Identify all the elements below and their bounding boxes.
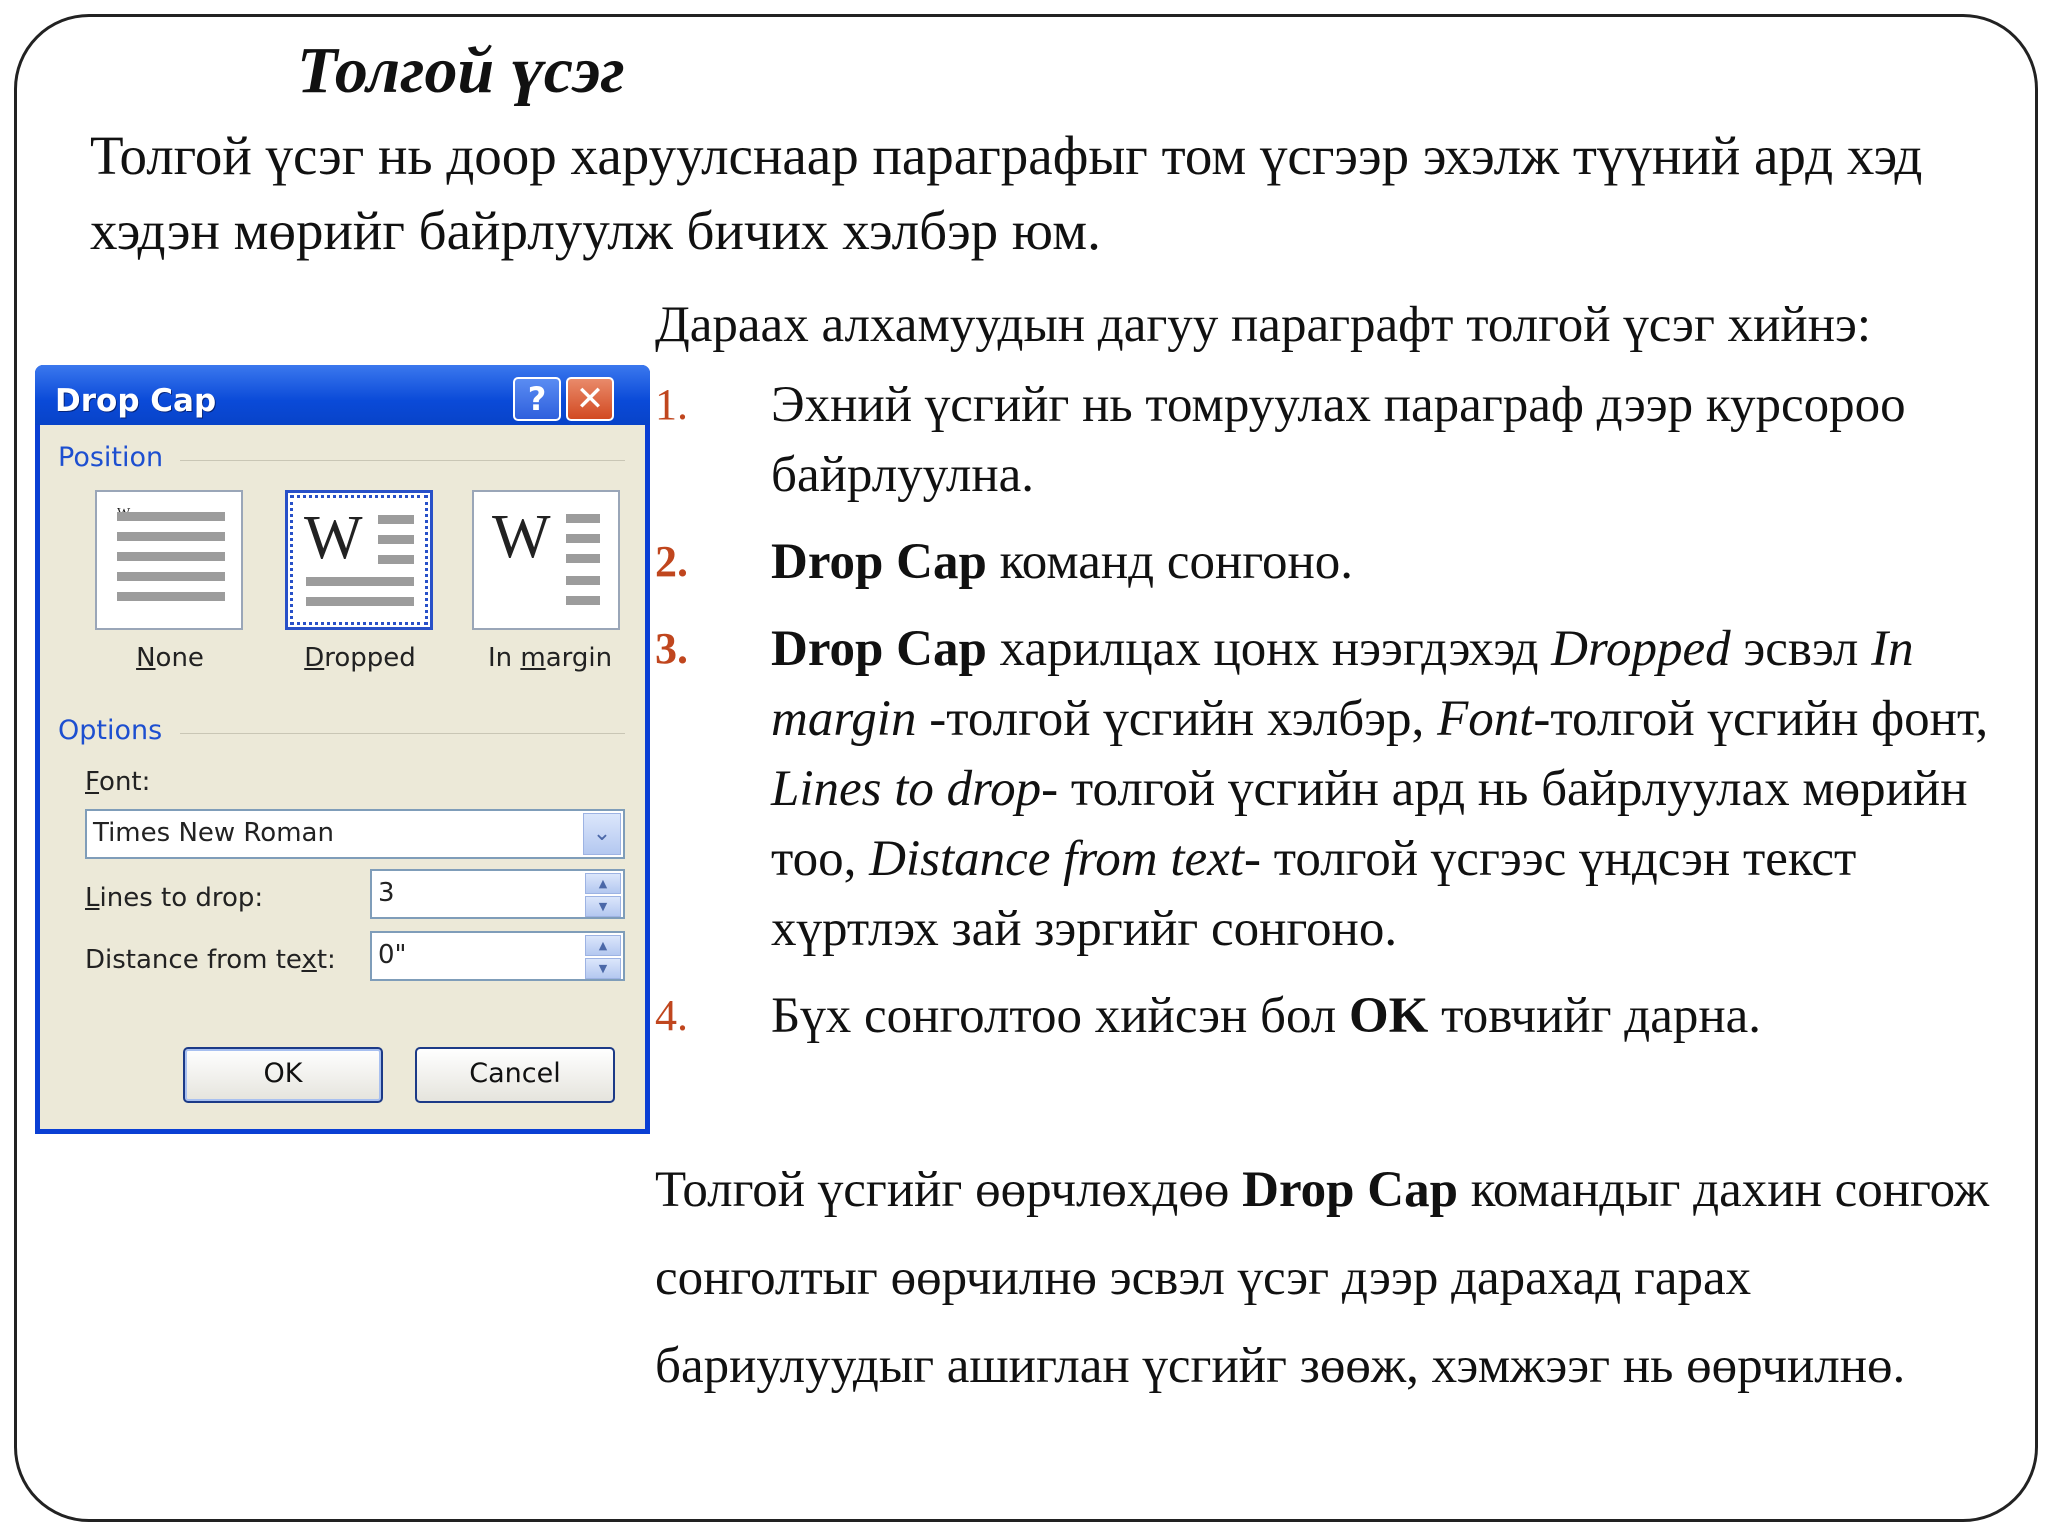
position-dropped-label: Dropped [304,643,416,673]
step-italic: Distance from text [869,831,1244,887]
dialog-title: Drop Cap [55,383,217,419]
options-divider [180,733,625,734]
chevron-down-icon[interactable]: ⌄ [583,813,621,855]
steps-list [655,370,2035,1051]
preview-line [566,576,600,585]
preview-line [117,532,225,541]
preview-line [566,534,600,543]
preview-line [378,535,414,544]
position-in-margin-label: In margin [487,643,613,673]
margin-w-glyph: W [492,503,551,571]
step-italic: In margin [771,621,1914,747]
step-italic: Lines to drop [771,761,1042,817]
position-none-label: None [136,643,204,673]
list-item [655,981,2035,1051]
position-group-label: Position [58,442,164,473]
step-text: -толгой үсгийн хэлбэр, [916,691,1438,747]
step-italic: Font [1437,691,1534,747]
list-item [655,527,2035,597]
position-in-margin-option[interactable] [472,490,620,630]
step-bold: OK [1349,988,1429,1044]
step-italic: Dropped [1551,621,1731,677]
position-none-option[interactable] [95,490,243,630]
step-text: - толгой үсгийн ард нь байрлуулах мөрийн тоо, [771,761,1968,887]
list-item [655,614,2035,964]
distance-from-text-value: 0" [378,940,407,970]
position-dropped-option[interactable] [285,490,433,630]
help-button[interactable] [513,377,561,421]
instructions [655,290,2035,1068]
ok-button[interactable]: OK [183,1047,383,1103]
step-text: команд сонгоно. [986,534,1353,590]
list-item [655,370,2035,510]
preview-line [566,514,600,523]
step-number: 1. [655,380,688,429]
step-text: -толгой үсгийн фонт, [1533,691,1989,747]
help-icon: ? [527,380,547,418]
lines-to-drop-value: 3 [378,878,395,908]
step-text: эсвэл [1730,621,1872,677]
lines-spinner[interactable] [585,873,621,917]
preview-line [378,515,414,524]
dialog-body [40,425,645,1129]
preview-line [117,552,225,561]
step-number: 4. [655,991,688,1040]
font-select[interactable] [85,809,625,859]
preview-line [117,512,225,521]
dropped-w-glyph: W [304,504,363,572]
distance-spinner[interactable] [585,935,621,979]
step-text: Бүх сонголтоо хийсэн бол [771,988,1350,1044]
position-divider [180,460,625,461]
slide-title: Толгой үсэг [297,34,625,107]
distance-from-text-label: Distance from text: [85,945,336,975]
font-label: Font: [85,767,151,797]
cancel-button[interactable]: Cancel [415,1047,615,1103]
preview-line [566,554,600,563]
step-text: товчийг дарна. [1428,988,1762,1044]
options-group-label: Options [58,715,163,746]
spin-up-icon[interactable]: ▲ [585,873,621,894]
step-number: 2. [655,537,688,586]
closing-bold: Drop Cap [1242,1162,1458,1218]
spin-down-icon[interactable]: ▼ [585,896,621,917]
lines-to-drop-input[interactable] [370,869,625,919]
closing-paragraph [655,1146,2035,1410]
instructions-lead: Дараах алхамуудын дагуу параграфт толгой үсэг хийнэ: [655,297,1872,353]
spin-down-icon[interactable]: ▼ [585,958,621,979]
step-text: - толгой үсгээс үндсэн текст хүртлэх зай зэргийг сонгоно. [771,831,1857,957]
preview-line [306,577,414,586]
closing-text: командыг дахин сонгож сонголтыг өөрчилнө эсвэл үсэг дээр дарахад гарах бариулуудыг ашиглан үсгийг зөөж, хэмжээг нь өөрчилнө. [655,1162,1990,1394]
preview-line [117,572,225,581]
preview-line [378,555,414,564]
preview-line [566,596,600,605]
step-text: харилцах цонх нээгдэхэд [986,621,1552,677]
intro-paragraph: Толгой үсэг нь доор харуулснаар параграфыг том үсгээр эхэлж түүний ард хэд хэдэн мөрийг байрлуулж бичих хэлбэр юм. [90,125,1923,261]
drop-cap-dialog [35,365,650,1134]
step-text: Эхний үсгийг нь томруулах параграф дээр курсороо байрлуулна. [771,377,1906,503]
preview-line [306,597,414,606]
step-number: 3. [655,624,688,673]
step-bold: Drop Cap [771,534,987,590]
step-bold: Drop Cap [771,621,987,677]
close-button[interactable] [566,377,614,421]
close-icon: ✕ [575,379,605,419]
distance-from-text-input[interactable] [370,931,625,981]
dialog-titlebar[interactable] [35,365,650,425]
preview-line [117,592,225,601]
font-value: Times New Roman [93,818,334,848]
closing-text: Толгой үсгийг өөрчлөхдөө [655,1162,1243,1218]
spin-up-icon[interactable]: ▲ [585,935,621,956]
lines-to-drop-label: Lines to drop: [85,883,264,913]
